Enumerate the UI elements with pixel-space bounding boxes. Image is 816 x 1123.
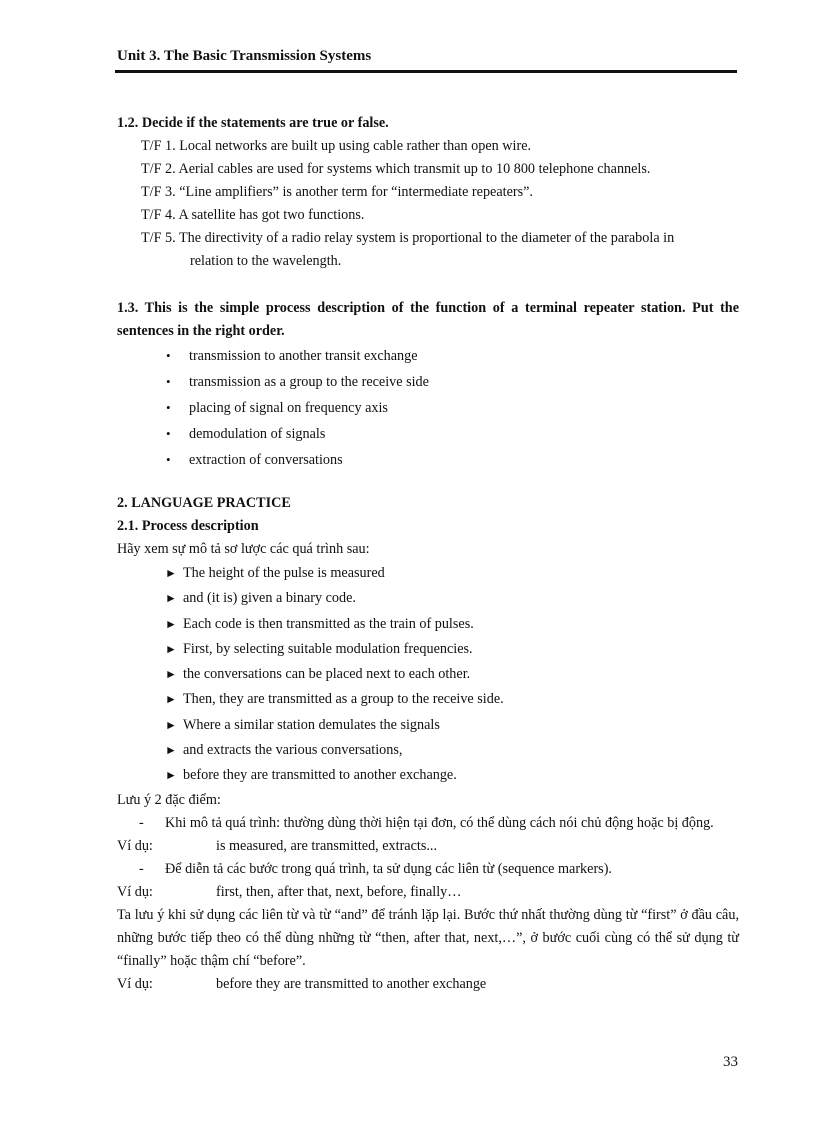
running-header: Unit 3. The Basic Transmission Systems xyxy=(117,48,372,64)
process-step: ► before they are transmitted to another exchange. xyxy=(165,763,739,788)
section-1-3-heading: 1.3. This is the simple process description of the function of a terminal repeater station. Put the sentences in the right order. xyxy=(117,300,739,339)
arrow-icon: ► xyxy=(165,692,177,707)
arrow-icon: ► xyxy=(165,667,177,682)
process-steps xyxy=(117,561,739,789)
arrow-icon: ► xyxy=(165,641,177,656)
bullet-icon: • xyxy=(166,400,171,415)
bullet-icon: • xyxy=(166,348,171,363)
arrow-icon: ► xyxy=(165,717,177,732)
page-number: 33 xyxy=(723,1054,738,1070)
note-point-1: - Khi mô tả quá trình: thường dùng thời hiện tại đơn, có thể dùng cách nói chủ động hoặc bị động. xyxy=(117,812,739,835)
bullet-icon: • xyxy=(166,374,171,389)
dash-icon: - xyxy=(139,814,144,831)
arrow-icon: ► xyxy=(165,591,177,606)
arrow-icon: ► xyxy=(165,566,177,580)
header-rule xyxy=(115,70,737,73)
section-2-heading: 2. LANGUAGE PRACTICE xyxy=(117,495,291,511)
example-label: Ví dụ: xyxy=(117,883,153,900)
process-step: ► Each code is then transmitted as the train of pulses. xyxy=(165,612,739,637)
bullet-item: • transmission to another transit exchange xyxy=(165,343,739,369)
tf-statement-2: T/F 2. Aerial cables are used for systems which transmit up to 10 800 telephone channels. xyxy=(141,161,651,177)
example-label: Ví dụ: xyxy=(117,975,153,992)
tf-statement-1: T/F 1. Local networks are built up using cable rather than open wire. xyxy=(141,138,532,154)
arrow-icon: ► xyxy=(165,616,177,631)
bullet-item: • placing of signal on frequency axis xyxy=(165,395,739,421)
example-2: Ví dụ: first, then, after that, next, before, finally… xyxy=(117,881,739,904)
process-step: ► and (it is) given a binary code. xyxy=(165,586,739,611)
tf-statement-5: T/F 5. The directivity of a radio relay system is proportional to the diameter of the parabola in xyxy=(141,230,675,246)
process-step: ► the conversations can be placed next to each other. xyxy=(165,662,739,687)
section-2-intro: Hãy xem sự mô tả sơ lược các quá trình sau: xyxy=(117,541,370,557)
arrow-icon: ► xyxy=(165,768,177,783)
tf-statement-5-continuation: relation to the wavelength. xyxy=(190,253,342,269)
arrow-icon: ► xyxy=(165,743,177,758)
dash-icon: - xyxy=(139,860,144,877)
bullet-icon: • xyxy=(166,426,171,441)
process-step: ► First, by selecting suitable modulation frequencies. xyxy=(165,637,739,662)
process-step: ► and extracts the various conversations, xyxy=(165,738,739,763)
page-content xyxy=(117,112,739,996)
bullet-item: • transmission as a group to the receive side xyxy=(165,369,739,395)
section-2-1-heading: 2.1. Process description xyxy=(117,518,259,534)
example-label: Ví dụ: xyxy=(117,837,153,854)
bullet-item: • extraction of conversations xyxy=(165,447,739,473)
section-1-2-heading: 1.2. Decide if the statements are true or false. xyxy=(117,115,389,131)
bullet-icon: • xyxy=(166,452,171,467)
usage-paragraph: Ta lưu ý khi sử dụng các liên từ và từ “and” để tránh lặp lại. Bước thứ nhất thường dùng từ “first” ở đầu câu, những bước tiếp theo có thể dùng những từ “then, after that, next,…”, ở bước cuối cùng có thể sử dụng từ “finally” hoặc thậm chí “before”. xyxy=(117,906,739,969)
tf-statement-4: T/F 4. A satellite has got two functions. xyxy=(141,207,365,223)
note-point-2: - Để diễn tả các bước trong quá trình, ta sử dụng các liên từ (sequence markers). xyxy=(117,858,739,881)
process-step: ► Then, they are transmitted as a group to the receive side. xyxy=(165,687,739,712)
note-heading: Lưu ý 2 đặc điểm: xyxy=(117,791,221,808)
example-1: Ví dụ: is measured, are transmitted, extracts... xyxy=(117,835,739,858)
process-step: ► Where a similar station demulates the signals xyxy=(165,713,739,738)
example-3: Ví dụ: before they are transmitted to another exchange xyxy=(117,973,739,996)
bullet-item: • demodulation of signals xyxy=(165,421,739,447)
tf-statement-3: T/F 3. “Line amplifiers” is another term for “intermediate repeaters”. xyxy=(141,184,533,200)
ordering-bullet-list xyxy=(117,343,739,473)
process-step: ► The height of the pulse is measured xyxy=(165,561,739,586)
